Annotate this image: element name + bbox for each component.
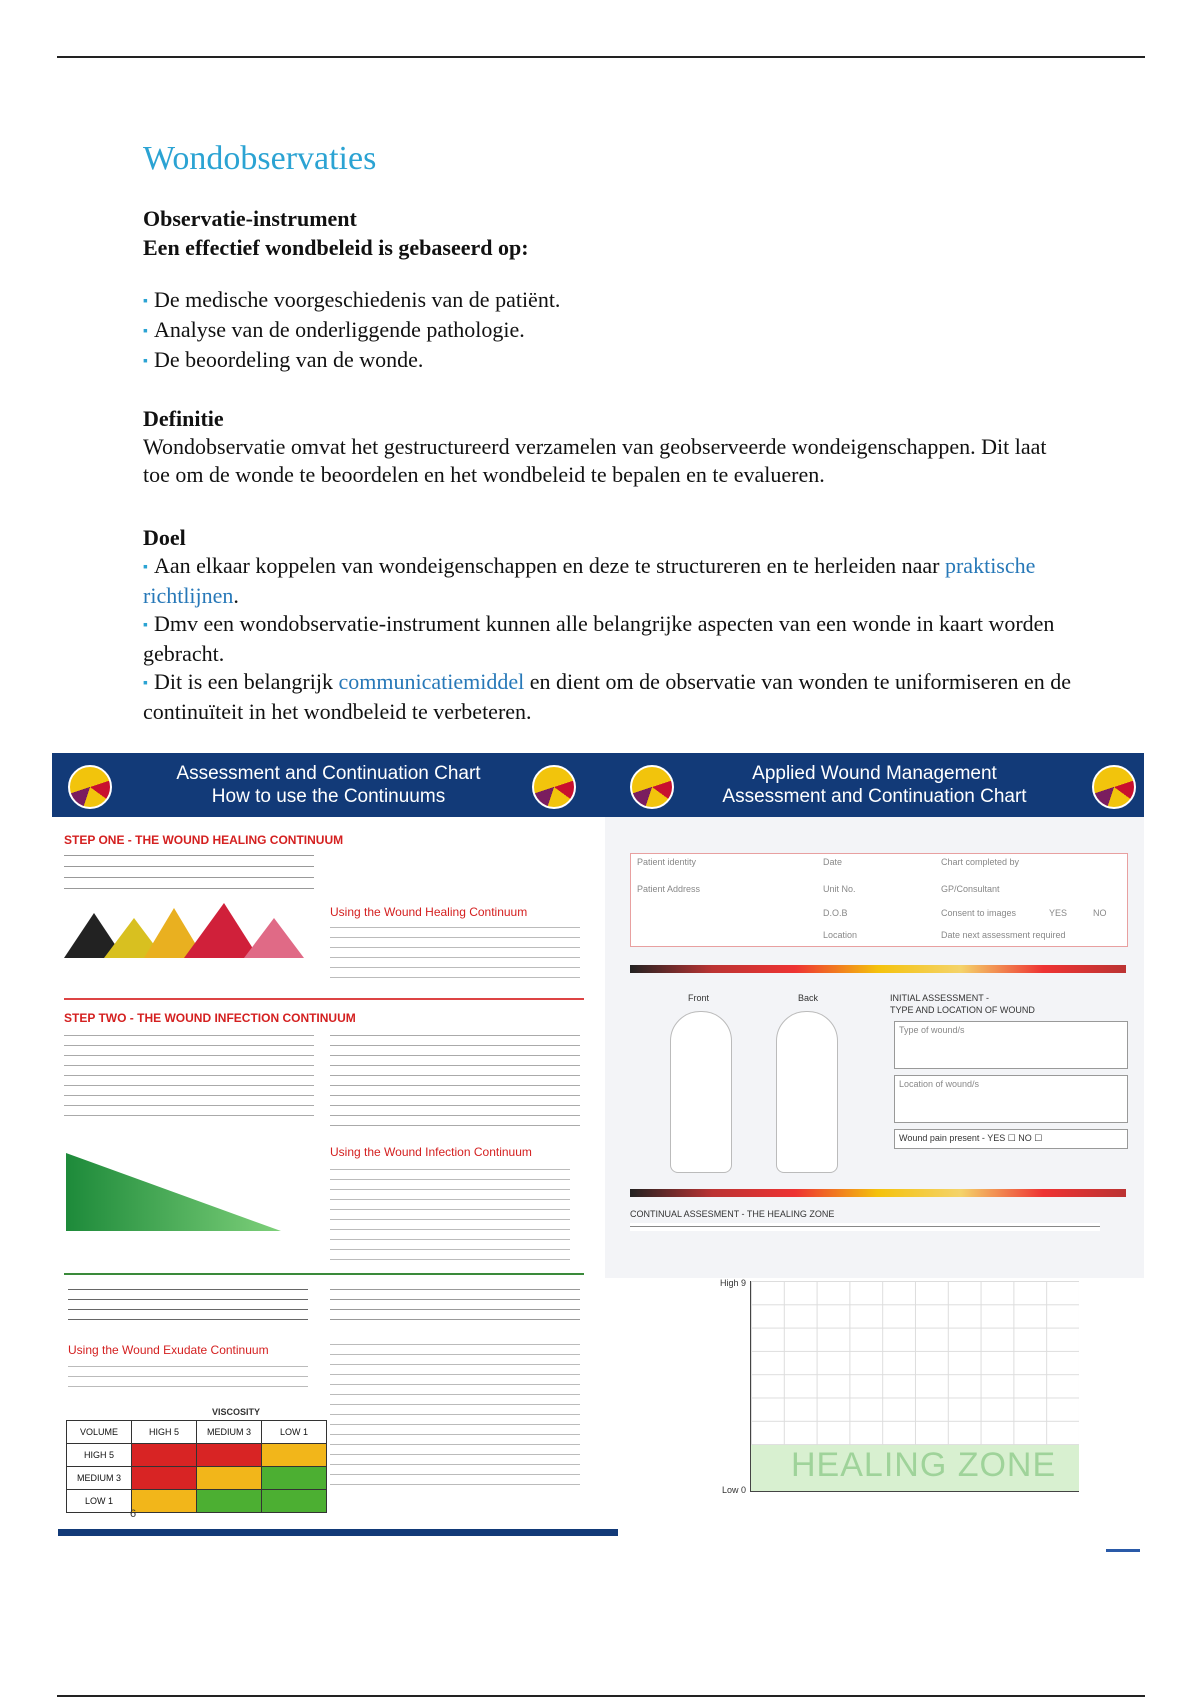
table-row (67, 1421, 327, 1444)
table-cell (132, 1490, 197, 1513)
instrument-heading: Observatie-instrument (143, 206, 357, 231)
table-cell: MEDIUM 3 (67, 1467, 132, 1490)
table-cell (132, 1444, 197, 1467)
using-exudate-heading: Using the Wound Exudate Continuum (68, 1343, 269, 1357)
form-label: Patient identity (637, 857, 697, 867)
definition-heading: Definitie (143, 405, 224, 431)
praktische-richtlijnen-link[interactable]: praktische richtlijnen (143, 552, 1036, 608)
right-chart-header: Applied Wound Management Assessment and Continuation Chart (605, 753, 1144, 817)
bullet-icon: ▪ (143, 323, 148, 339)
bullet-icon: ▪ (143, 293, 148, 309)
wound-pain-box: Wound pain present - YES ☐ NO ☐ (894, 1129, 1128, 1149)
using-infection-heading: Using the Wound Infection Continuum (330, 1145, 532, 1159)
form-label: Date (823, 857, 843, 867)
step-one-heading: STEP ONE - THE WOUND HEALING CONTINUUM (64, 833, 344, 847)
top-rule (57, 56, 1145, 58)
y-axis-low-label: Low 0 (722, 1485, 747, 1495)
form-label: Patient Address (637, 884, 701, 894)
form-label: GP/Consultant (941, 884, 1000, 894)
table-cell (197, 1444, 262, 1467)
table-row (67, 1444, 327, 1467)
table-cell: MEDIUM 3 (197, 1421, 262, 1444)
bottom-blue-bar (58, 1529, 618, 1536)
table-cell: HIGH 5 (132, 1421, 197, 1444)
communicatiemiddel-link[interactable]: communicatiemiddel (338, 668, 525, 694)
form-label: Unit No. (823, 884, 856, 894)
assessment-chart-image (52, 753, 1144, 1560)
goal-heading: Doel (143, 524, 186, 550)
viscosity-label: VISCOSITY (212, 1407, 261, 1417)
continual-assessment-label: CONTINUAL ASSESMENT - THE HEALING ZONE (630, 1209, 835, 1219)
back-label: Back (798, 993, 819, 1003)
y-axis-high-label: High 9 (720, 1278, 747, 1288)
healing-continuum-graphic (64, 903, 304, 963)
table-cell (262, 1490, 327, 1513)
page-number: 6 (130, 1508, 137, 1520)
document-body (143, 140, 1073, 726)
patient-form (630, 853, 1128, 947)
table-cell (197, 1490, 262, 1513)
healing-zone-label: HEALING ZONE (791, 1446, 1057, 1484)
exudate-intro-text-right (330, 1283, 580, 1321)
using-healing-heading: Using the Wound Healing Continuum (330, 905, 528, 919)
logo-icon (630, 765, 674, 809)
page-title: Wondobservaties (143, 140, 377, 177)
location-of-wounds-box: Location of wound/s (894, 1075, 1128, 1123)
table-row (67, 1467, 327, 1490)
table-cell: LOW 1 (262, 1421, 327, 1444)
exudate-intro-text (68, 1283, 308, 1321)
small-blue-bar (1106, 1549, 1140, 1552)
table-cell (197, 1467, 262, 1490)
form-label: YES (1049, 908, 1068, 918)
using-exudate-text (68, 1360, 308, 1395)
body-back-figure (776, 1011, 838, 1173)
exudate-right-text (330, 1338, 580, 1488)
divider (64, 1273, 584, 1275)
form-label: D.O.B (823, 908, 848, 918)
colour-gradient-bar (630, 965, 1126, 973)
form-label: Date next assessment required (941, 930, 1066, 940)
bullet-icon: ▪ (143, 559, 148, 575)
initial-assessment-label: INITIAL ASSESSMENT - (890, 993, 990, 1003)
list-item: ▪ Analyse van de onderliggende pathologie. (143, 316, 525, 342)
left-chart-header: Assessment and Continuation Chart How to use the Continuums (52, 753, 605, 817)
table-cell (132, 1467, 197, 1490)
logo-icon (68, 765, 112, 809)
table-cell (262, 1467, 327, 1490)
form-label: Consent to images (941, 908, 1017, 918)
front-label: Front (688, 993, 710, 1003)
goal-item-3: ▪ Dit is een belangrijk communicatiemiddel en dient om de observatie van wonden te uniformiseren en de continuïteit in het wondbeleid te verbeteren. (143, 668, 1071, 724)
goal-item-2: ▪ Dmv een wondobservatie-instrument kunnen alle belangrijke aspecten van een wonde in kaart worden gebracht. (143, 610, 1055, 666)
list-item: ▪ De medische voorgeschiedenis van de patiënt. (143, 287, 561, 312)
table-cell (262, 1444, 327, 1467)
type-location-label: TYPE AND LOCATION OF WOUND (890, 1005, 1035, 1015)
definition-text: Wondobservatie omvat het gestructureerd verzamelen van geobserveerde wondeigenschappen. Dit laat toe om de wonde te beoordelen en het wondbeleid te bepalen en te evalueren. (143, 433, 1047, 487)
colour-gradient-bar (630, 1189, 1126, 1197)
basis-list (143, 286, 1073, 376)
body-front-figure (670, 1011, 732, 1173)
goal-item-1: ▪ Aan elkaar koppelen van wondeigenschappen en deze te structureren en te herleiden naar praktische richtlijnen. (143, 552, 1036, 608)
form-label: Location (823, 930, 858, 940)
bullet-icon: ▪ (143, 675, 148, 691)
type-of-wounds-box: Type of wound/s (894, 1021, 1128, 1069)
step-two-text-right (330, 1029, 580, 1129)
form-label: NO (1093, 908, 1107, 918)
continual-text (630, 1223, 1100, 1231)
bottom-rule (57, 1695, 1145, 1697)
bullet-icon: ▪ (143, 353, 148, 369)
bullet-icon: ▪ (143, 617, 148, 633)
logo-icon (1092, 765, 1136, 809)
healing-pink-triangle (244, 918, 304, 958)
infection-continuum-graphic (66, 1153, 281, 1233)
using-healing-text (330, 921, 580, 981)
logo-icon (532, 765, 576, 809)
form-label: Chart completed by (941, 857, 1020, 867)
divider (64, 998, 584, 1000)
table-cell: HIGH 5 (67, 1444, 132, 1467)
table-cell: LOW 1 (67, 1490, 132, 1513)
instrument-subheading: Een effectief wondbeleid is gebaseerd op: (143, 235, 529, 260)
healing-red-triangle (184, 903, 259, 958)
table-cell: VOLUME (67, 1421, 132, 1444)
table-row (67, 1490, 327, 1513)
step-two-heading: STEP TWO - THE WOUND INFECTION CONTINUUM (64, 1011, 356, 1025)
healing-zone-plot (750, 1281, 1079, 1492)
step-one-text (64, 849, 314, 889)
list-item: ▪ De beoordeling van de wonde. (143, 346, 424, 372)
using-infection-text (330, 1163, 570, 1263)
step-two-text (64, 1029, 314, 1119)
exudate-table (66, 1420, 327, 1513)
